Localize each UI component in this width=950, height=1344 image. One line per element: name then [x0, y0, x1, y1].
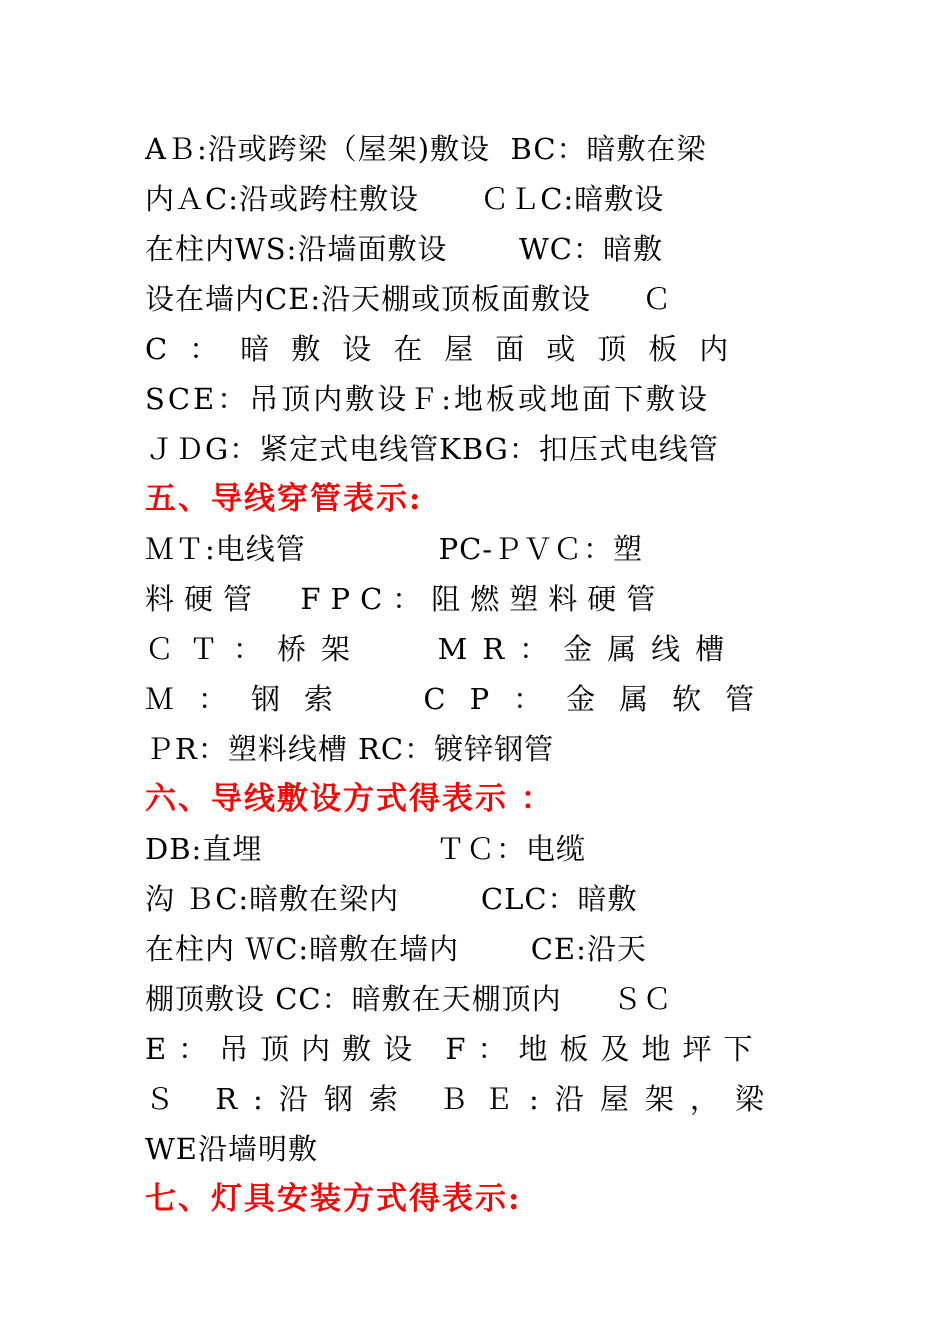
text-line: DB:直埋 ＴＣ：电缆	[145, 832, 587, 866]
text-line: WE沿墙明敷	[145, 1132, 318, 1166]
document-body	[145, 124, 805, 1224]
text-line: 沟 ＢC:暗敷在梁内 CLC：暗敷	[145, 882, 638, 916]
text-line: 棚顶敷设 CC：暗敷在天棚顶内 ＳＣ	[145, 982, 673, 1016]
text-line: 设在墙内CE:沿天棚或顶板面敷设 Ｃ	[145, 282, 673, 316]
text-line: ＰR：塑料线槽 RC：镀锌钢管	[145, 732, 555, 766]
text-line: 料硬管 FPC：阻燃塑料硬管	[145, 582, 666, 616]
text-line: ＣＴ：桥架 MR：金属线槽	[145, 632, 740, 666]
text-line: 内ＡC:沿或跨柱敷设 ＣＬC:暗敷设	[145, 182, 665, 216]
text-line: AＢ:沿或跨梁（屋架)敷设 BC：暗敷在梁	[145, 132, 707, 166]
text-line: C：暗敷设在屋面或顶板内	[145, 332, 751, 366]
text-line: ＭＴ:电线管 PC-ＰＶＣ：塑	[145, 532, 644, 566]
text-line: 在柱内 ＷC:暗敷在墙内 CE:沿天	[145, 932, 647, 966]
text-line: Ｓ R:沿钢索 ＢＥ:沿屋架，梁	[145, 1082, 780, 1116]
text-line: ＪＤG：紧定式电线管KBG：扣压式电线管	[145, 432, 719, 466]
text-line: E：吊顶内敷设 F：地板及地坪下	[145, 1032, 765, 1066]
section-heading-6: 六、导线敷设方式得表示 ：	[145, 781, 554, 817]
section-heading-5: 五、导线穿管表示:	[145, 481, 423, 517]
text-line: SCE：吊顶内敷设Ｆ:地板或地面下敷设	[145, 382, 710, 416]
text-line: 在柱内WS:沿墙面敷设 WC：暗敷	[145, 232, 663, 266]
section-heading-7: 七、灯具安装方式得表示:	[145, 1181, 522, 1217]
text-line: Ｍ：钢索 CP：金属软管	[145, 682, 779, 716]
